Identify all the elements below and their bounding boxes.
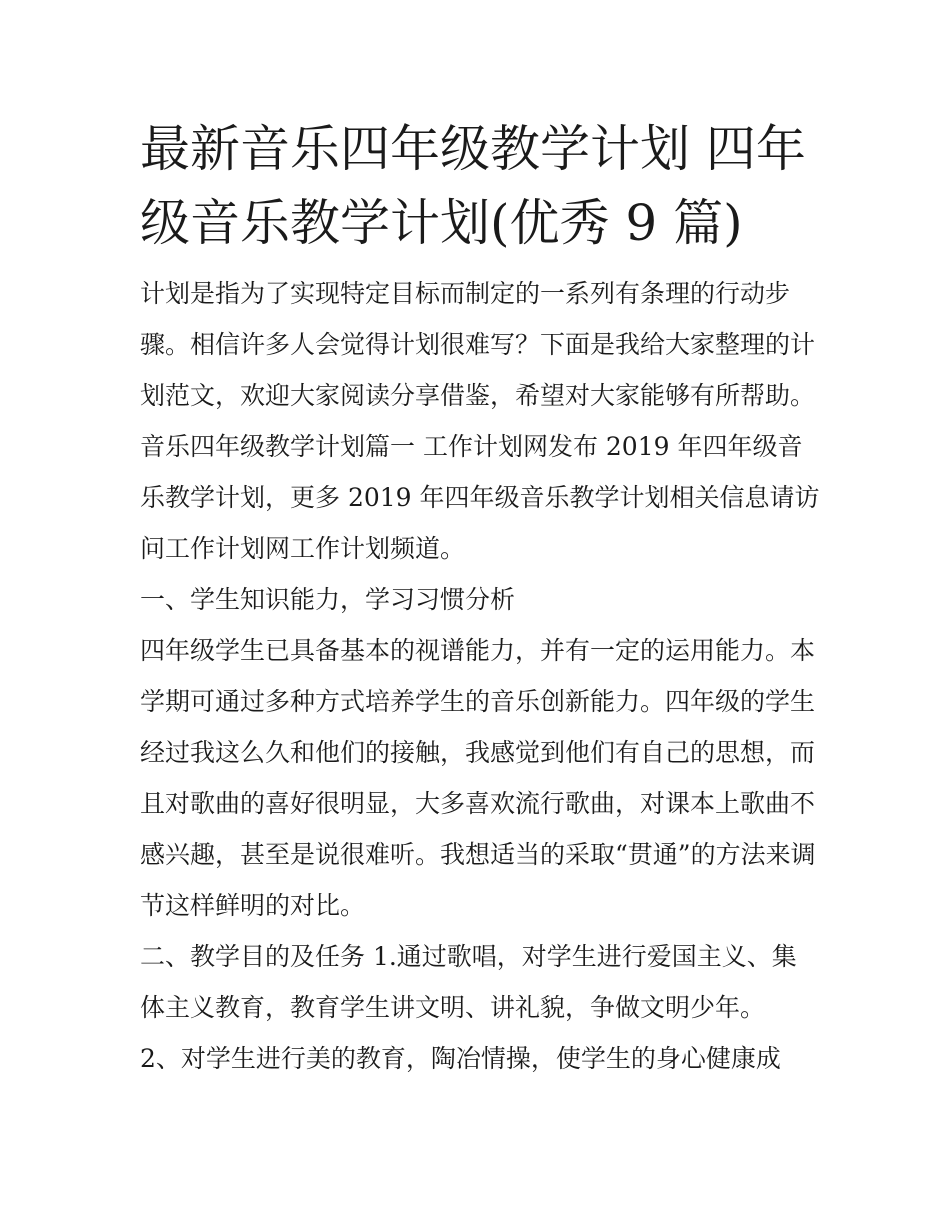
paragraph-student-analysis: 四年级学生已具备基本的视谱能力，并有一定的运用能力。本学期可通过多种方式培养学生的音乐创新能力。四年级的学生经过我这么久和他们的接触，我感觉到他们有自己的思想，而且对歌曲的喜好很明显，大多喜欢流行歌曲，对课本上歌曲不感兴趣，甚至是说很难听。我想适当的采取“贯通”的方法来调节这样鲜明的对比。 — [140, 636, 816, 920]
document-body — [140, 268, 820, 1084]
document-title — [140, 112, 820, 260]
title-line-2: 级音乐教学计划(优秀 9 篇) — [140, 194, 743, 252]
title-line-1: 最新音乐四年级教学计划 四年 — [140, 120, 806, 178]
section-heading-two: 二、教学目的及任务 1.通过歌唱，对学生进行爱国主义、集体主义教育，教育学生讲文明、讲礼貌，争做文明少年。 — [140, 942, 797, 1022]
paragraph-goal-two: 2、对学生进行美的教育，陶冶情操，使学生的身心健康成 — [140, 1044, 781, 1073]
section-heading-one: 一、学生知识能力，学习习惯分析 — [140, 585, 516, 614]
document-page — [140, 112, 820, 1084]
paragraph-article-one: 音乐四年级教学计划篇一 工作计划网发布 2019 年四年级音乐教学计划，更多 2019 年四年级音乐教学计划相关信息请访问工作计划网工作计划频道。 — [140, 432, 820, 563]
paragraph-intro: 计划是指为了实现特定目标而制定的一系列有条理的行动步骤。相信许多人会觉得计划很难写？下面是我给大家整理的计划范文，欢迎大家阅读分享借鉴，希望对大家能够有所帮助。 — [140, 279, 816, 410]
